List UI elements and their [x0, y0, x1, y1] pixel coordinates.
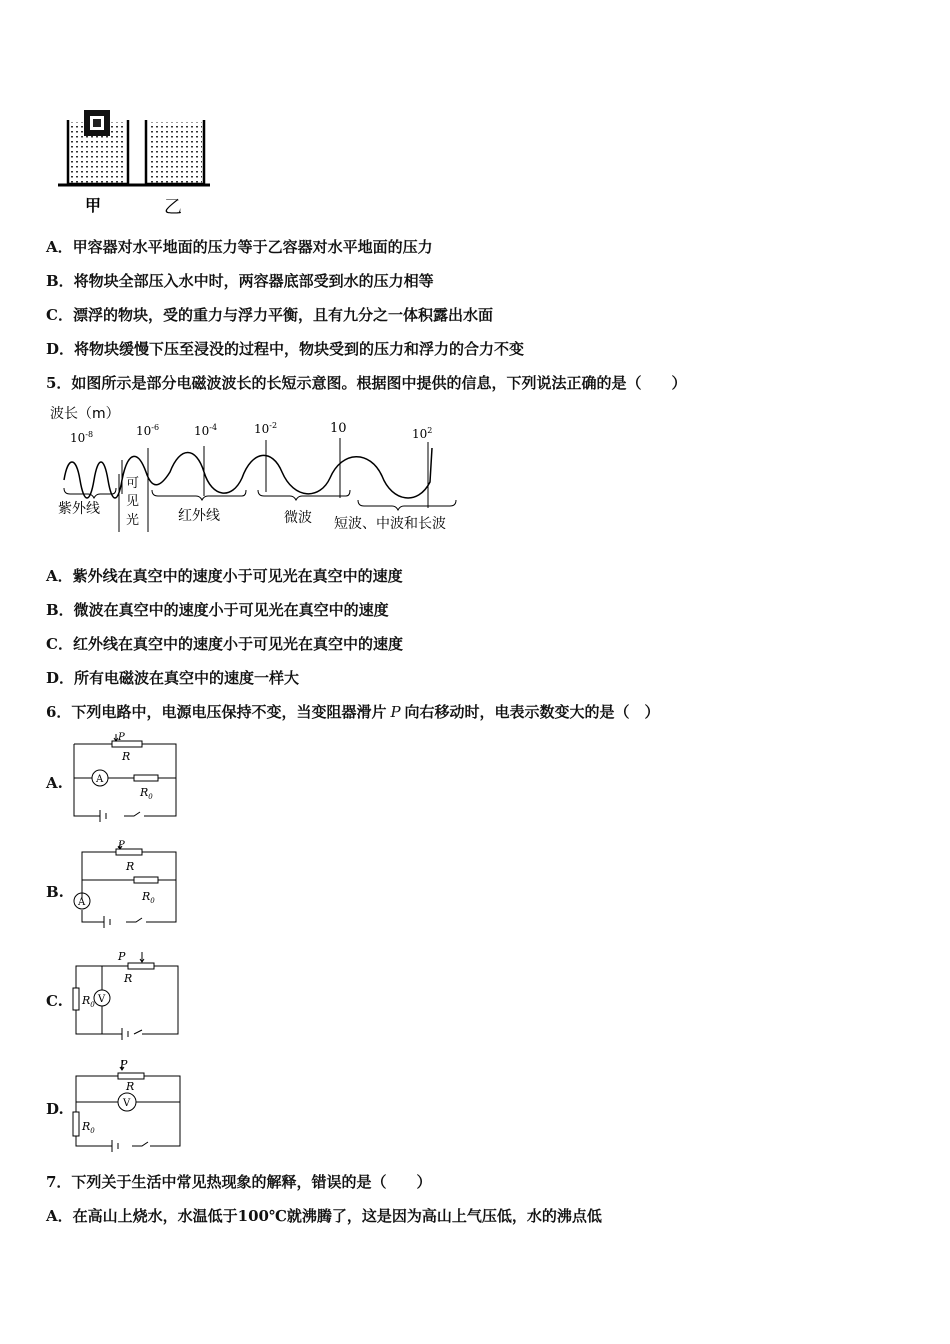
symbol-p: P	[118, 732, 125, 743]
tick-label: 10	[330, 421, 347, 436]
symbol-r0: $R_0$	[82, 994, 95, 1009]
band-visible: 光	[126, 513, 140, 528]
tick-label: $10^{-8}$	[70, 430, 94, 445]
q6-option-c-label: C.	[46, 992, 63, 1010]
band-visible: 可	[126, 476, 140, 491]
q4-option-a: A．甲容器对水平地面的压力等于乙容器对水平地面的压力	[46, 238, 433, 256]
band-visible: 见	[126, 494, 140, 509]
label-yi: 乙	[164, 197, 182, 218]
tick-label: $10^2$	[412, 426, 433, 441]
q5-option-a: A．紫外线在真空中的速度小于可见光在真空中的速度	[46, 567, 403, 585]
symbol-r: R	[124, 972, 133, 985]
tick-label: $10^{-6}$	[136, 423, 160, 438]
ammeter-symbol: A	[96, 774, 104, 785]
q4-option-c: C．漂浮的物块，受的重力与浮力平衡，且有九分之一体积露出水面	[46, 306, 493, 324]
symbol-r0: $R_0$	[142, 890, 155, 905]
voltmeter-symbol: V	[98, 994, 106, 1005]
symbol-r0: $R_0$	[140, 786, 153, 801]
q6-option-d-label: D.	[46, 1100, 64, 1118]
circuit-c	[70, 948, 182, 1040]
container-yi	[146, 120, 204, 184]
containers-figure	[50, 100, 230, 220]
axis-title: 波长（m）	[50, 406, 120, 422]
brace-microwave	[258, 490, 350, 500]
circuit-a	[70, 730, 182, 822]
symbol-r: R	[122, 750, 131, 763]
symbol-p: P	[118, 840, 125, 851]
q6-option-b-label: B.	[46, 883, 64, 901]
brace-radio	[358, 500, 456, 510]
label-jia: 甲	[85, 196, 102, 215]
band-uv: 紫外线	[58, 501, 100, 517]
tick-label: $10^{-4}$	[194, 423, 218, 438]
band-microwave: 微波	[284, 510, 312, 526]
tick-label: $10^{-2}$	[254, 421, 278, 436]
q6-option-a-label: A.	[46, 774, 63, 792]
q7-option-a: A．在高山上烧水，水温低于100℃就沸腾了，这是因为高山上气压低，水的沸点低	[46, 1207, 602, 1225]
symbol-p: P	[118, 950, 126, 963]
symbol-p: P	[120, 1058, 128, 1071]
q5-option-b: B．微波在真空中的速度小于可见光在真空中的速度	[46, 601, 389, 619]
q5-option-d: D．所有电磁波在真空中的速度一样大	[46, 669, 300, 687]
ammeter-symbol: A	[78, 897, 86, 908]
voltmeter-symbol: V	[123, 1098, 131, 1109]
symbol-r0: $R_0$	[82, 1120, 95, 1135]
container-jia	[68, 110, 128, 184]
q4-option-d: D．将物块缓慢下压至浸没的过程中，物块受到的压力和浮力的合力不变	[46, 340, 525, 358]
q7-stem: 7．下列关于生活中常见热现象的解释，错误的是（ ）	[46, 1173, 432, 1191]
symbol-r: R	[126, 1080, 135, 1093]
circuit-d	[70, 1056, 186, 1152]
q5-option-c: C．红外线在真空中的速度小于可见光在真空中的速度	[46, 635, 403, 653]
var-p: P	[390, 703, 401, 721]
q5-stem: 5．如图所示是部分电磁波波长的长短示意图。根据图中提供的信息，下列说法正确的是（ ）	[46, 374, 687, 392]
band-radio: 短波、中波和长波	[334, 516, 446, 532]
band-ir: 红外线	[178, 508, 220, 524]
q6-stem: 6．下列电路中，电源电压保持不变，当变阻器滑片 P 向右移动时，电表示数变大的是（ ）	[46, 703, 660, 721]
symbol-r: R	[126, 860, 135, 873]
circuit-b	[70, 838, 182, 930]
em-spectrum-diagram	[46, 400, 476, 540]
q4-option-b: B．将物块全部压入水中时，两容器底部受到水的压力相等	[46, 272, 434, 290]
